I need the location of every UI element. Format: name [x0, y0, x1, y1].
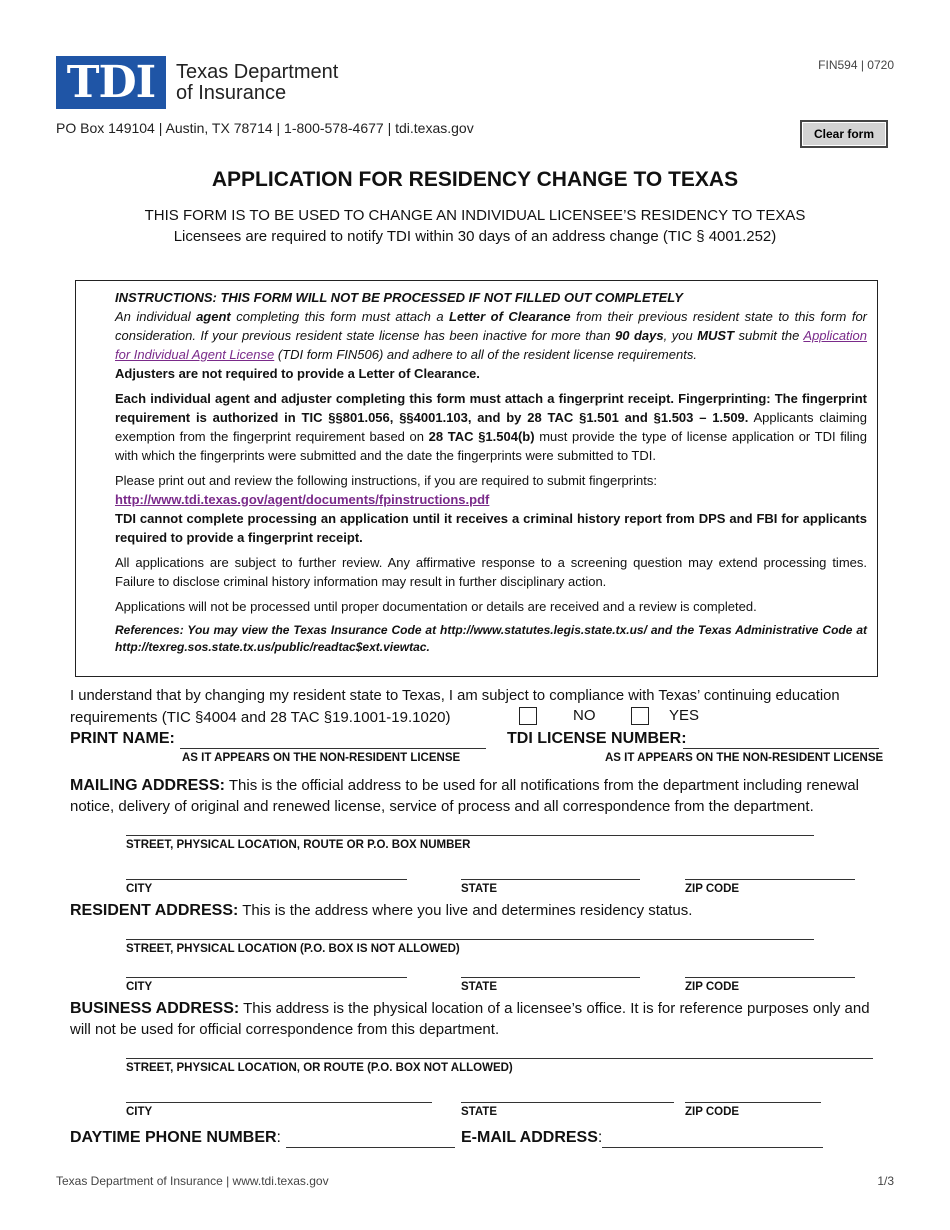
- print-name-caption: AS IT APPEARS ON THE NON-RESIDENT LICENSE: [182, 752, 461, 764]
- resident-street-input[interactable]: [126, 922, 818, 939]
- resident-address-description: [70, 900, 882, 921]
- resident-street-line: [126, 939, 814, 940]
- text-bold: MUST: [697, 328, 735, 343]
- logo-wordmark: [176, 62, 338, 104]
- email-line: [602, 1147, 823, 1148]
- business-street-input[interactable]: [126, 1041, 877, 1058]
- text: submit the: [734, 328, 804, 343]
- text: from their previous resident state to this form for consideration. If your previous resident state license has been inactive for more than: [115, 309, 868, 343]
- business-zip-input[interactable]: [685, 1085, 825, 1102]
- logo-line-1: Texas Department: [176, 61, 339, 83]
- fingerprint-paragraph: [115, 389, 867, 465]
- subtitle-purpose: THIS FORM IS TO BE USED TO CHANGE AN INDIVIDUAL LICENSEE’S RESIDENCY TO TEXAS: [144, 207, 806, 224]
- license-number-input[interactable]: [683, 731, 883, 748]
- business-zip-line: [685, 1102, 821, 1103]
- page-title: APPLICATION FOR RESIDENCY CHANGE TO TEXAS: [211, 168, 739, 191]
- form-id: FIN594 | 0720: [818, 58, 894, 72]
- instructions-agent-paragraph: [115, 307, 867, 364]
- documentation-notice: Applications will not be processed until proper documentation or details are received and a review is completed.: [115, 599, 757, 614]
- ce-statement-line2: requirements (TIC §4004 and 28 TAC §19.1001-19.1020): [70, 709, 451, 726]
- resident-state-caption: STATE: [461, 981, 497, 993]
- business-zip-caption: ZIP CODE: [685, 1106, 740, 1118]
- business-state-line: [461, 1102, 674, 1103]
- mailing-street-caption: STREET, PHYSICAL LOCATION, ROUTE OR P.O. BOX NUMBER: [126, 839, 471, 851]
- adjusters-note: Adjusters are not required to provide a Letter of Clearance.: [115, 366, 480, 381]
- references-note: References: You may view the Texas Insurance Code at http://www.statutes.legis.state.tx.us/ and the Texas Administrative Code at http://texreg.sos.state.tx.us/public/readtac$ext.viewtac.: [115, 623, 867, 654]
- text: This is the official address to be used for all notifications from the department including renewal notice, delivery of original and renewed license, service of process and all correspondence from the department.: [70, 777, 859, 815]
- criminal-history-notice: TDI cannot complete processing an application until it receives a criminal history report from DPS and FBI for applicants required to provide a fingerprint receipt.: [115, 511, 867, 545]
- text: must provide the type of license application or TDI filing with which the fingerprints were submitted and the date the fingerprints were submitted to TDI.: [115, 429, 868, 463]
- business-city-line: [126, 1102, 432, 1103]
- business-address-description: [70, 998, 882, 1040]
- subtitle-notice: Licensees are required to notify TDI within 30 days of an address change (TIC § 4001.252): [173, 228, 777, 245]
- resident-state-input[interactable]: [461, 960, 644, 977]
- text-bold: Letter of Clearance: [449, 309, 571, 324]
- fingerprint-instructions-text: Please print out and review the following instructions, if you are required to submit fingerprints:: [115, 473, 657, 488]
- phone-colon: :: [276, 1129, 281, 1146]
- license-number-label: TDI LICENSE NUMBER:: [507, 730, 687, 747]
- resident-city-caption: CITY: [126, 981, 153, 993]
- resident-zip-caption: ZIP CODE: [685, 981, 740, 993]
- business-city-input[interactable]: [126, 1085, 436, 1102]
- page-number: 1/3: [877, 1174, 894, 1188]
- business-street-caption: STREET, PHYSICAL LOCATION, OR ROUTE (P.O. BOX NOT ALLOWED): [126, 1062, 513, 1074]
- mailing-state-line: [461, 879, 640, 880]
- logo-abbr: TDI: [66, 57, 156, 108]
- resident-zip-input[interactable]: [685, 960, 859, 977]
- phone-input[interactable]: [286, 1130, 459, 1147]
- text: Applicants claiming exemption from the fingerprint requirement based on: [115, 410, 867, 444]
- resident-state-line: [461, 977, 640, 978]
- mailing-state-caption: STATE: [461, 883, 497, 895]
- email-label: E-MAIL ADDRESS: [461, 1129, 598, 1146]
- mailing-address-label: MAILING ADDRESS:: [70, 777, 225, 794]
- text: completing this form must attach a: [230, 309, 450, 324]
- mailing-zip-input[interactable]: [685, 862, 859, 879]
- mailing-zip-line: [685, 879, 855, 880]
- text-bold: 28 TAC §1.504(b): [428, 429, 535, 444]
- clear-form-button[interactable]: Clear form: [800, 120, 888, 148]
- email-colon: :: [597, 1129, 603, 1146]
- email-label-group: [461, 1129, 602, 1147]
- mailing-city-input[interactable]: [126, 862, 411, 879]
- phone-label: DAYTIME PHONE NUMBER: [70, 1129, 277, 1146]
- phone-line: [286, 1147, 455, 1148]
- text-bold: Each individual agent and adjuster completing this form must attach a fingerprint receipt. Fingerprinting: The fingerprint requirement is authorized in TIC §§801.056, §§4001.103, and by 28 TAC §1.501 and §1.503 – 1.509.: [115, 391, 867, 425]
- resident-zip-line: [685, 977, 855, 978]
- text: (TDI form FIN506) and adhere to all of the resident license requirements.: [274, 347, 697, 362]
- fingerprint-instructions-link[interactable]: http://www.tdi.texas.gov/agent/documents/fpinstructions.pdf: [115, 492, 490, 507]
- text: , you: [663, 328, 698, 343]
- mailing-street-line: [126, 835, 814, 836]
- resident-street-caption: STREET, PHYSICAL LOCATION (P.O. BOX IS NOT ALLOWED): [126, 943, 460, 955]
- business-address-label: BUSINESS ADDRESS:: [70, 1000, 240, 1017]
- mailing-address-description: [70, 775, 882, 817]
- footer-agency: Texas Department of Insurance | www.tdi.texas.gov: [56, 1174, 329, 1188]
- business-state-input[interactable]: [461, 1085, 678, 1102]
- license-number-caption: AS IT APPEARS ON THE NON-RESIDENT LICENSE: [605, 752, 884, 764]
- text-bold: 90 days: [615, 328, 664, 343]
- mailing-city-caption: CITY: [126, 883, 153, 895]
- text: An individual: [115, 309, 197, 324]
- phone-label-group: [70, 1129, 281, 1147]
- mailing-zip-caption: ZIP CODE: [685, 883, 740, 895]
- ce-statement-line1: I understand that by changing my resident state to Texas, I am subject to compliance with Texas’ continuing education: [70, 688, 840, 704]
- mailing-state-input[interactable]: [461, 862, 644, 879]
- print-name-input[interactable]: [180, 731, 490, 748]
- agency-address: PO Box 149104 | Austin, TX 78714 | 1-800-578-4677 | tdi.texas.gov: [56, 120, 474, 136]
- text: This address is the physical location of a licensee’s office. It is for reference purposes only and will not be used for official correspondence from this department.: [70, 1000, 870, 1038]
- ce-yes-label: YES: [669, 707, 700, 724]
- business-state-caption: STATE: [461, 1106, 497, 1118]
- instructions-section: [115, 288, 867, 656]
- logo-line-2: of Insurance: [176, 82, 287, 104]
- tdi-logo: [56, 56, 166, 109]
- text: This is the address where you live and determines residency status.: [238, 902, 693, 919]
- resident-city-input[interactable]: [126, 960, 411, 977]
- print-name-label: PRINT NAME:: [70, 730, 175, 747]
- text-bold: agent: [196, 309, 231, 324]
- mailing-city-line: [126, 879, 407, 880]
- business-city-caption: CITY: [126, 1106, 153, 1118]
- resident-city-line: [126, 977, 407, 978]
- ce-yes-checkbox[interactable]: [631, 707, 649, 725]
- resident-address-label: RESIDENT ADDRESS:: [70, 902, 239, 919]
- ce-no-checkbox[interactable]: [519, 707, 537, 725]
- license-number-line: [683, 748, 879, 749]
- business-street-line: [126, 1058, 873, 1059]
- instructions-heading: INSTRUCTIONS: THIS FORM WILL NOT BE PROCESSED IF NOT FILLED OUT COMPLETELY: [115, 290, 683, 305]
- print-name-line: [180, 748, 486, 749]
- review-notice: All applications are subject to further review. Any affirmative response to a screening question may extend processing times. Failure to disclose criminal history information may result in further disciplinary action.: [115, 555, 867, 589]
- agent-license-application-link[interactable]: Application for Individual Agent License: [115, 328, 868, 362]
- ce-no-label: NO: [573, 707, 596, 724]
- email-input[interactable]: [602, 1130, 827, 1147]
- mailing-street-input[interactable]: [126, 818, 818, 835]
